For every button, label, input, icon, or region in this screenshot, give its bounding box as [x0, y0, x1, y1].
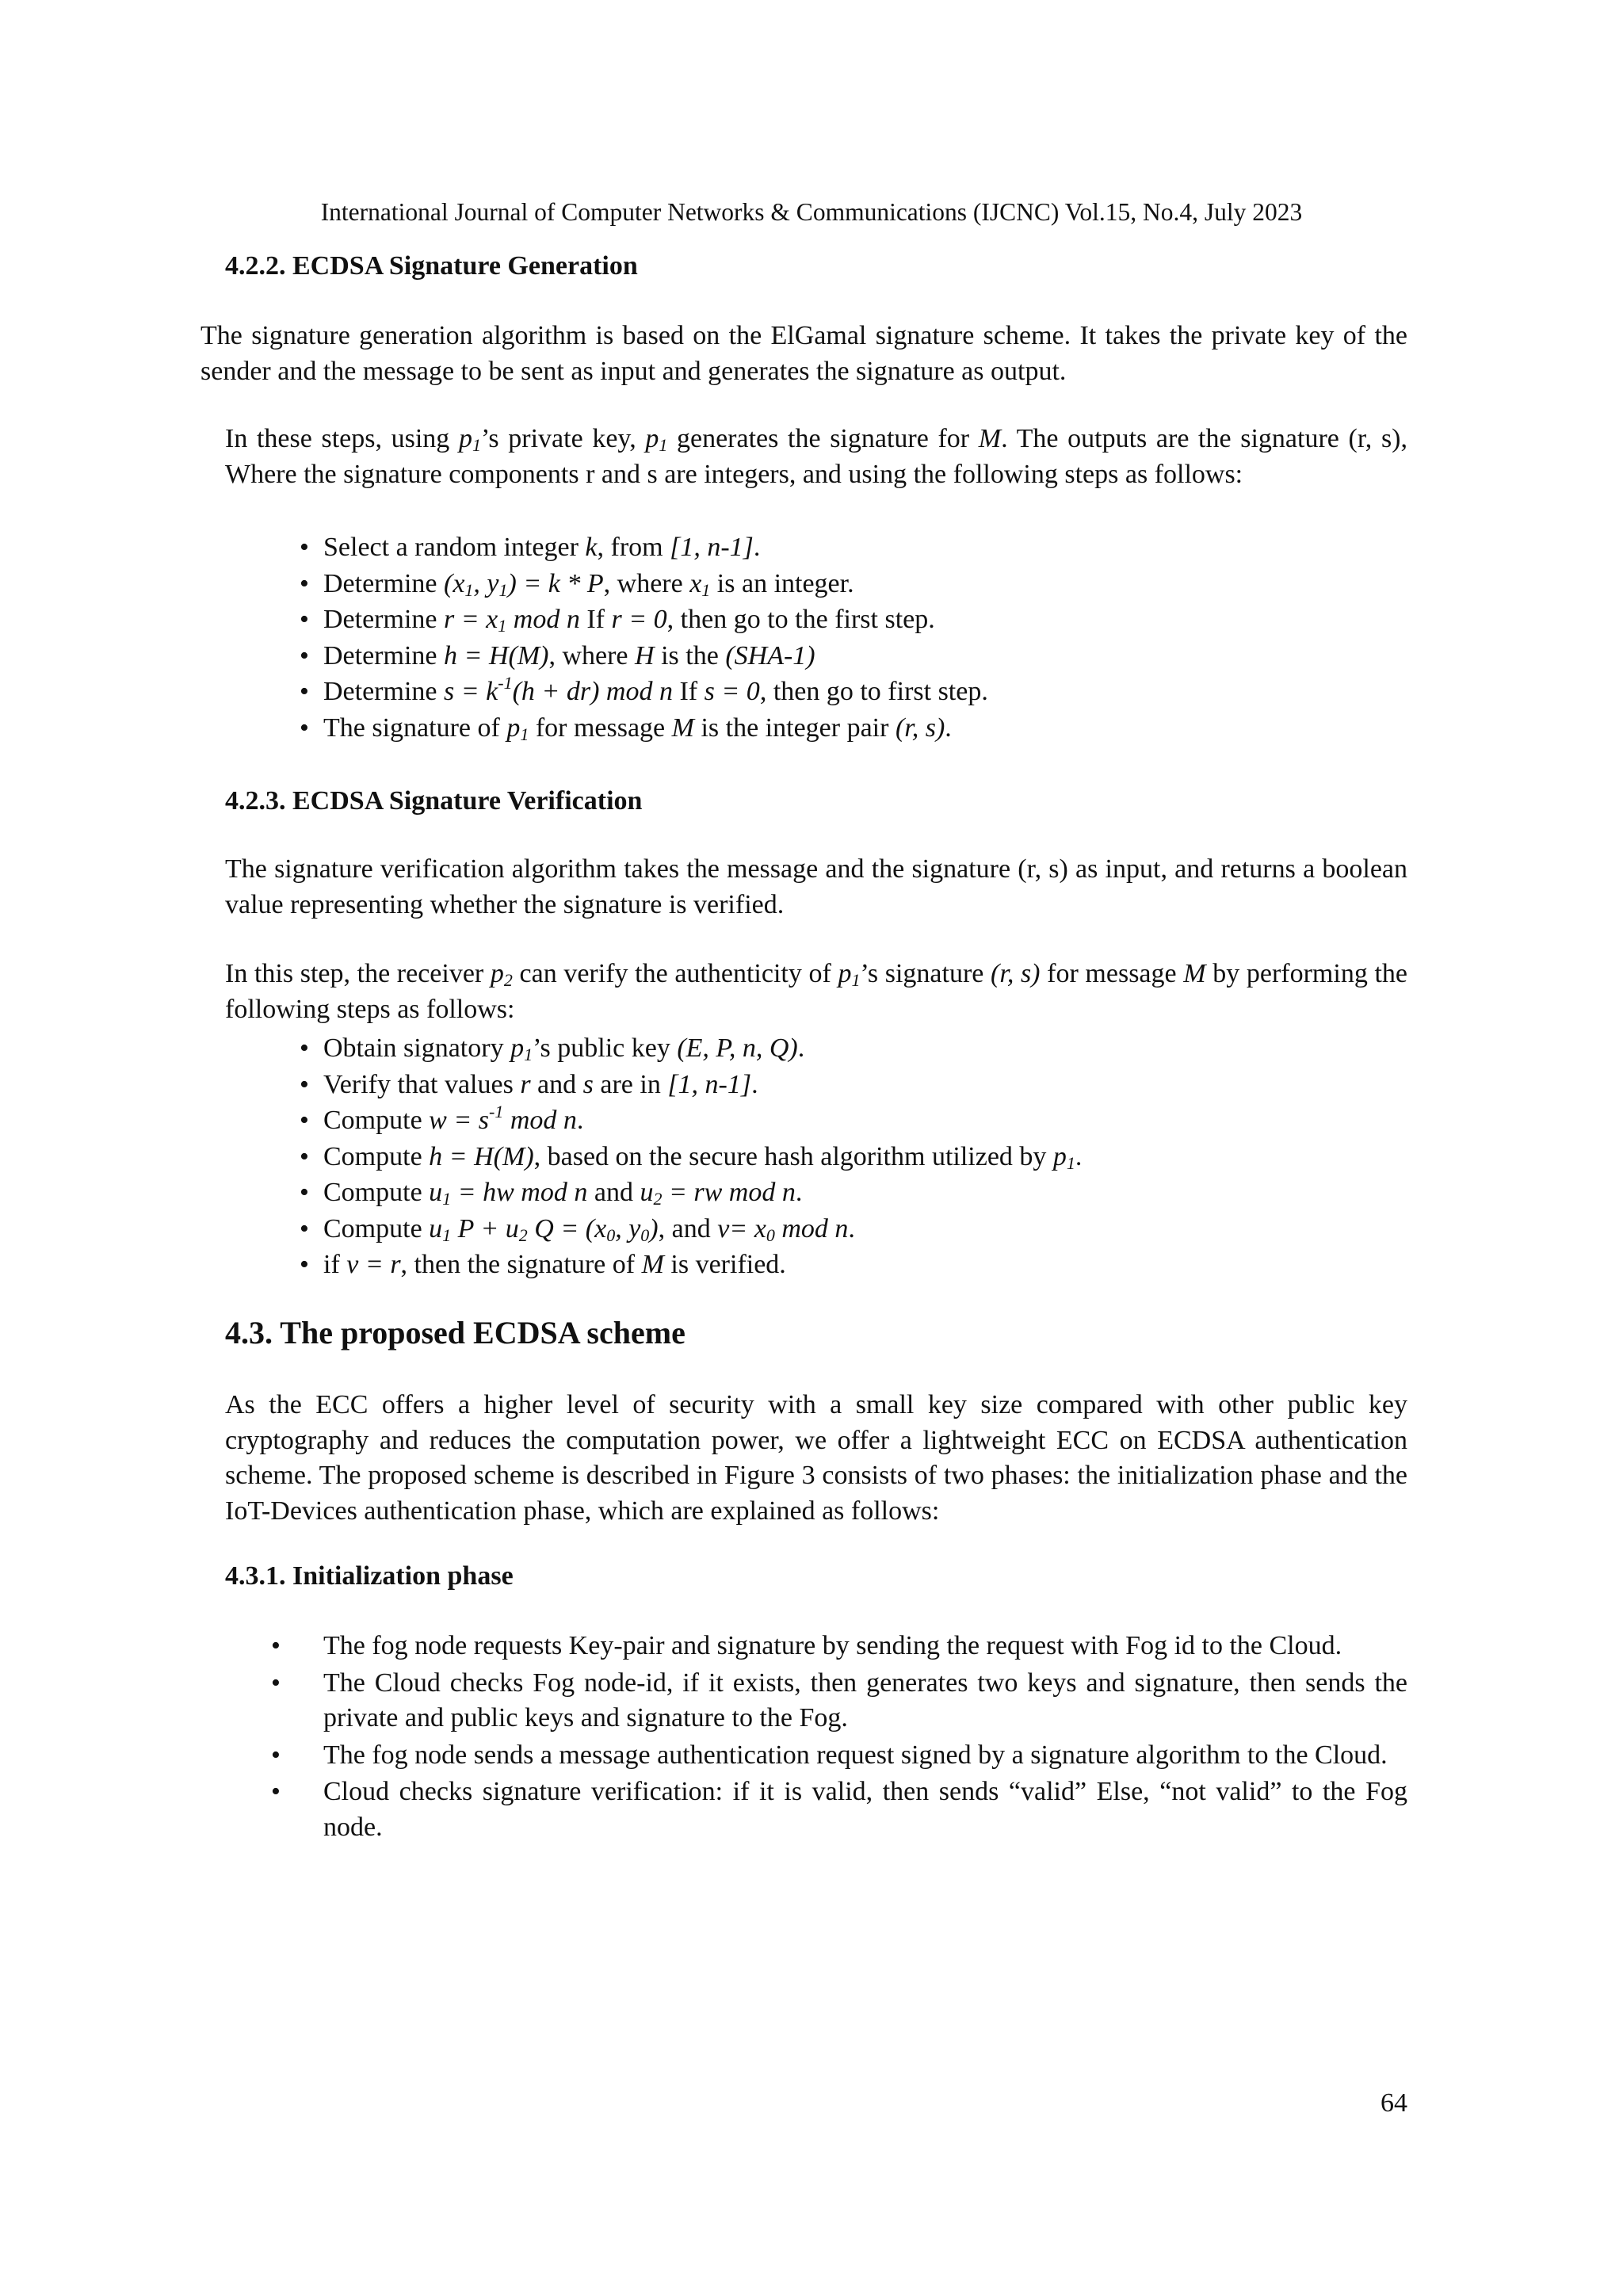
- list-item: • Compute h = H(M), based on the secure hash algorithm utilized by $p_1$.: [300, 1139, 1082, 1175]
- list-item: • Compute $w = s^{-1}$ mod n.: [300, 1102, 1082, 1139]
- signature-verification-steps: [300, 1030, 1082, 1283]
- paragraph-proposed-scheme: As the ECC offers a higher level of security with a small key size compared with other public key cryptography and reduces the computation power, we offer a lightweight ECC on ECDSA authentication scheme. The proposed scheme is described in Figure 3 consists of two phases: the initialization phase and the IoT-Devices authentication phase, which are explained as follows:: [225, 1390, 1407, 1526]
- list-item: • The fog node requests Key-pair and signature by sending the request with Fog id to the Cloud.: [225, 1629, 1407, 1664]
- heading-4-2-3: 4.2.3. ECDSA Signature Verification: [225, 786, 643, 816]
- list-item: • Verify that values r and s are in [1, n-1].: [300, 1067, 1082, 1103]
- page-number: 64: [1381, 2088, 1407, 2118]
- heading-4-3-1: 4.3.1. Initialization phase: [225, 1561, 514, 1591]
- list-item: • Select a random integer k, from [1, n-1].: [300, 529, 988, 566]
- signature-generation-steps: [300, 529, 988, 746]
- list-item: • Compute $u_1$ $P + u_2$ $Q = (x_0$, $y_0$), and $v= x_0$ mod n.: [300, 1211, 1082, 1247]
- paragraph-signature-verification-steps-intro: In this step, the receiver $p_2$ can verify the authenticity of $p_1’s$ signature (r, s) for message M by performing the following steps as follows:: [225, 959, 1407, 1024]
- journal-header: International Journal of Computer Networks & Communications (IJCNC) Vol.15, No.4, July 2023: [320, 198, 1303, 226]
- list-item: • Determine ($x_1$, $y_1) = k * P$, where $x_1$ is an integer.: [300, 566, 988, 602]
- list-item: • Determine $s = k^{-1}(h + dr)$ mod n If s = 0, then go to first step.: [300, 674, 988, 710]
- list-item: • The fog node sends a message authentication request signed by a signature algorithm to the Cloud.: [225, 1738, 1407, 1774]
- heading-4-2-2: 4.2.2. ECDSA Signature Generation: [225, 251, 638, 281]
- initialization-phase-steps: [225, 1629, 1407, 1847]
- list-item: • Obtain signatory $p_1’s$ public key (E, P, n, Q).: [300, 1030, 1082, 1067]
- list-item: • Determine $r = x_1$ mod n If r = 0, then go to the first step.: [300, 602, 988, 638]
- list-item: • if v = r, then the signature of M is verified.: [300, 1247, 1082, 1283]
- paragraph-signature-verification-intro: The signature verification algorithm takes the message and the signature (r, s) as input, and returns a boolean value representing whether the signature is verified.: [225, 854, 1407, 919]
- paragraph-signature-generation-intro: The signature generation algorithm is based on the ElGamal signature scheme. It takes the private key of the sender and the message to be sent as input and generates the signature as output.: [200, 321, 1407, 386]
- heading-4-3: 4.3. The proposed ECDSA scheme: [225, 1315, 685, 1350]
- list-item: • Compute $u_1$ = hw mod n and $u_2$ = rw mod n.: [300, 1175, 1082, 1211]
- list-item: • Cloud checks signature verification: if it is valid, then sends “valid” Else, “not valid” to the Fog node.: [225, 1775, 1407, 1845]
- paragraph-signature-generation-steps-intro: In these steps, using $p_1’s$ private key, $p_1$ generates the signature for M. The outputs are the signature (r, s), Where the signature components r and s are integers, and using the following steps as follows:: [225, 424, 1407, 489]
- list-item: • The signature of $p_1$ for message M is the integer pair (r, s).: [300, 710, 988, 747]
- list-item: • Determine h = H(M), where H is the (SHA-1): [300, 638, 988, 674]
- list-item: • The Cloud checks Fog node-id, if it exists, then generates two keys and signature, then sends the private and public keys and signature to the Fog.: [225, 1666, 1407, 1736]
